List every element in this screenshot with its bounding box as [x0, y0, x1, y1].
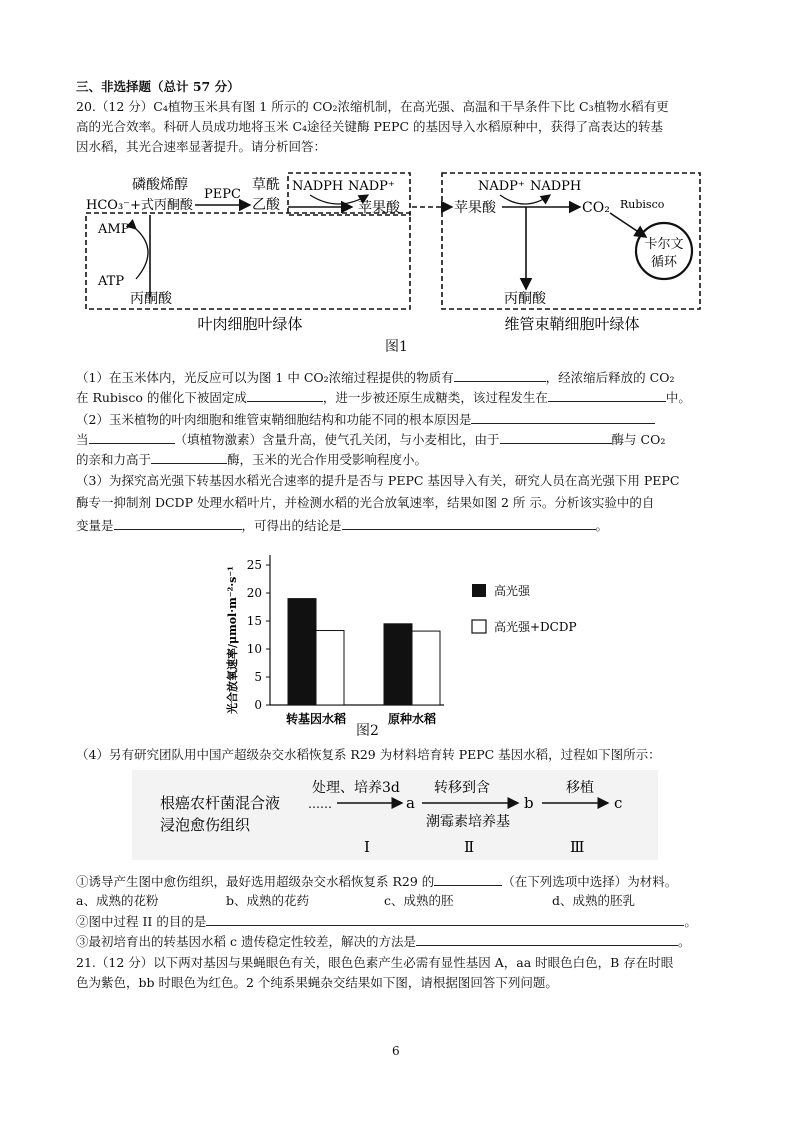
answer-blank-9[interactable] [342, 516, 596, 530]
flow-roman-2: Ⅱ [464, 838, 475, 856]
answer-blank-10[interactable] [434, 872, 502, 886]
calvin-label-2: 循环 [650, 255, 678, 270]
answer-blank-11[interactable] [206, 912, 684, 926]
y-tick-label: 0 [254, 698, 262, 712]
q20-intro-line-2: 高的光合效率。科研人员成功地将玉米 C₄途径关键酶 PEPC 的基因导入水稻原种中，获得了高表达的转基 [76, 119, 664, 134]
answer-blank-3[interactable] [548, 388, 666, 402]
bar-1-2 [316, 631, 344, 705]
legend-swatch-high-light [472, 584, 486, 597]
q20-4b-line: ②图中过程 II 的目的是 。 [76, 914, 697, 929]
amp-label: AMP [98, 222, 130, 237]
q20-intro-line-1: 20.（12 分）C₄植物玉米具有图 1 所示的 CO₂浓缩机制，在高光强、高温和干旱条件下比 C₃植物水稻有更 [76, 99, 669, 114]
bar-1-1 [288, 599, 316, 705]
flow-node-c: c [614, 794, 623, 812]
nadp-label-right: NADP⁺ [478, 179, 525, 194]
flow-step-1: 处理、培养3d [312, 780, 400, 796]
option-b: b、成熟的花药 [226, 893, 310, 908]
y-tick-label: 15 [246, 614, 262, 628]
section-title: 三、非选择题（总计 57 分） [76, 79, 240, 94]
malate-label-right: 苹果酸 [454, 200, 496, 216]
flow-node-b: b [524, 794, 534, 812]
x-category-label: 原种水稻 [387, 712, 437, 726]
calvin-label-1: 卡尔文 [644, 237, 684, 252]
flow-dots: …… [308, 797, 332, 811]
flow-roman-1: Ⅰ [364, 838, 370, 856]
q20-3-line-3: 变量是 ，可得出的结论是 。 [76, 518, 609, 533]
bundle-sheath-label: 维管束鞘细胞叶绿体 [504, 315, 640, 333]
q21-line-1: 21.（12 分）以下两对基因与果蝇眼色有关，眼色色素产生必需有显性基因 A，aa 时眼色白色，B 存在时眼 [76, 955, 674, 970]
process-flow-figure [132, 770, 658, 860]
option-c: c、成熟的胚 [384, 893, 454, 908]
figure-2-bar-chart [222, 540, 602, 740]
figure-1-diagram [80, 165, 720, 340]
flow-step-3: 移植 [566, 780, 594, 796]
answer-blank-6[interactable] [500, 430, 612, 444]
figure-1-caption: 图1 [385, 339, 408, 355]
y-tick-label: 5 [254, 670, 262, 684]
nadph-label-left: NADPH [292, 179, 344, 194]
bar-2-1 [384, 624, 412, 705]
q20-intro-line-3: 因水稻，其光合速率显著提升。请分析回答： [76, 139, 327, 154]
nadp-label-left: NADP⁺ [348, 179, 395, 194]
flow-step-2b: 潮霉素培养基 [426, 814, 510, 830]
q20-3-line-2: 酶专一抑制剂 DCDP 处理水稻叶片，并检测水稻的光合放氧速率，结果如图 2 所 示。分析该实验中的自 [76, 495, 655, 510]
bar-2-2 [412, 631, 440, 705]
pep-label: 磷酸烯醇 [132, 177, 188, 193]
nadph-label-right: NADPH [530, 179, 582, 194]
q20-1-line-2: 在 Rubisco 的催化下被固定成 ，进一步被还原生成糖类，该过程发生在 中。 [76, 390, 691, 405]
rubisco-label: Rubisco [620, 198, 665, 211]
answer-blank-4[interactable] [471, 410, 655, 424]
pepc-label: PEPC [204, 187, 241, 202]
hco3-label: HCO₃⁻+式丙酮酸 [86, 198, 193, 213]
legend-swatch-high-light-dcdp [472, 620, 486, 633]
page-number: 6 [392, 1044, 400, 1058]
x-category-label: 转基因水稻 [285, 712, 347, 726]
co2-label: CO₂ [582, 200, 610, 216]
q20-3-line-1: （3）为探究高光强下转基因水稻光合速率的提升是否与 PEPC 基因导入有关，研究人员在高光强下用 PEPC [76, 473, 680, 488]
answer-blank-2[interactable] [247, 388, 323, 402]
q20-4-line-1: （4）另有研究团队用中国产超级杂交水稻恢复系 R29 为材料培育转 PEPC 基因水稻，过程如下图所示： [76, 747, 661, 762]
q21-line-2: 色为紫色，bb 时眼色为红色。2 个纯系果蝇杂交结果如下图，请根据图回答下列问题。 [76, 975, 558, 990]
y-tick-label: 20 [246, 586, 262, 600]
answer-blank-7[interactable] [151, 450, 227, 464]
answer-blank-8[interactable] [114, 516, 242, 530]
q20-2-line-2: 当 （填植物激素）含量升高，使气孔关闭，与小麦相比，由于 酶与 CO₂ [76, 432, 666, 447]
oxalo-label-2: 乙酸 [252, 197, 280, 213]
flow-start-line-2: 浸泡愈伤组织 [160, 816, 251, 834]
option-a: a、成熟的花粉 [76, 893, 159, 908]
oxalo-label-1: 草酰 [252, 177, 280, 193]
pyruvate-label-left: 丙酮酸 [130, 291, 172, 307]
answer-blank-12[interactable] [416, 932, 678, 946]
q20-1-line-1: （1）在玉米体内，光反应可以为图 1 中 CO₂浓缩过程提供的物质有 ，经浓缩后释放的 CO₂ [76, 370, 675, 385]
chart-y-axis-label: 光合放氧速率/μmol·m⁻²·s⁻¹ [226, 566, 239, 714]
malate-label-left: 苹果酸 [358, 200, 400, 216]
pyruvate-label-right: 丙酮酸 [504, 291, 546, 307]
flow-step-2a: 转移到含 [434, 780, 490, 796]
q20-2-line-1: （2）玉米植物的叶肉细胞和维管束鞘细胞结构和功能不同的根本原因是 [76, 410, 655, 429]
atp-label: ATP [98, 274, 125, 289]
answer-blank-1[interactable] [454, 368, 546, 382]
flow-roman-3: Ⅲ [570, 838, 585, 856]
y-tick-label: 10 [246, 642, 262, 656]
y-tick-label: 25 [246, 558, 262, 572]
figure-2-caption: 图2 [356, 723, 379, 739]
legend-label-high-light-dcdp: 高光强+DCDP [494, 620, 577, 634]
option-d: d、成熟的胚乳 [552, 893, 636, 908]
answer-blank-5[interactable] [89, 430, 175, 444]
flow-node-a: a [406, 794, 415, 812]
flow-start-line-1: 根癌农杆菌混合液 [160, 794, 281, 812]
q20-4c-line: ③最初培育出的转基因水稻 c 遗传稳定性较差，解决的方法是 。 [76, 934, 691, 949]
q20-4a-line: ①诱导产生图中愈伤组织，最好选用超级杂交水稻恢复系 R29 的 （在下列选项中选择）为材料。 [76, 874, 678, 889]
mesophyll-label: 叶肉细胞叶绿体 [197, 315, 303, 333]
q20-2-line-3: 的亲和力高于 酶，玉米的光合作用受影响程度小。 [76, 452, 428, 467]
legend-label-high-light: 高光强 [494, 584, 531, 598]
